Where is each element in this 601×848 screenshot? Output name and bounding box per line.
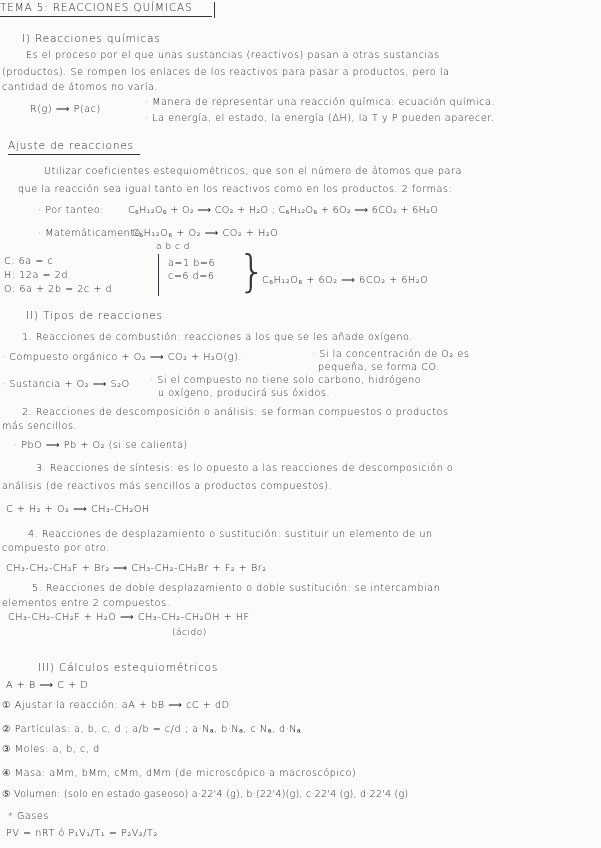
math-label: · Matemáticamente: [38,228,145,239]
step-5: ⑤ Volumen: (solo en estado gaseoso) a·22'4 (g), b·(22'4)(g), c·22'4 (g), d·22'4 (g) [2,789,409,800]
s1-note2: · La energía, el estado, la energía (ΔH), la T y P pueden aparecer. [145,113,495,124]
system-c: C: 6a = c [4,256,54,267]
solution-1: a=1 b=6 [168,258,216,269]
r3b: análisis (de reactivos más sencillos a productos compuestos). [2,481,333,492]
step-2: ② Partículas: a, b, c, d ; a/b = c/d ; a·Nₐ, b·Nₐ, c·Nₐ, d·Nₐ [2,724,302,735]
s1-p1: Es el proceso por el que unas sustancias (reactivos) pasan a otras sustancias [26,50,440,61]
r2-equation: · PbO ⟶ Pb + O₂ (si se calienta) [14,440,188,451]
r3-equation: C + H₂ + O₂ ⟶ CH₃-CH₂OH [6,504,150,515]
r2b: más sencillos. [2,421,78,432]
s2-heading-underline [8,154,140,155]
r1: 1. Reacciones de combustión: reacciones a los que se les añade oxígeno. [22,332,413,343]
system-bar [158,254,159,296]
r4a: 4. Reacciones de desplazamiento o sustitución: sustituir un elemento de un [28,529,433,540]
s3-heading: II) Tipos de reacciones [26,310,163,322]
gases-label: * Gases [8,811,49,822]
math-equation: C₆H₁₂O₆ + O₂ ⟶ CO₂ + H₂O [132,228,279,239]
s4-heading: III) Cálculos estequiométricos [38,662,219,674]
math-coefficients: a b c d [156,242,190,252]
s1-p2: (productos). Se rompen los enlaces de los reactivos para pasar a productos, pero la [2,67,450,78]
r1a-note1: · Si la concentración de O₂ es [312,349,470,360]
final-equation: C₆H₁₂O₆ + 6O₂ ⟶ 6CO₂ + 6H₂O [262,275,429,286]
solution-2: c=6 d=6 [168,271,215,282]
brace-icon: } [238,246,266,297]
header-bar [214,2,215,18]
r4-equation: CH₃-CH₂-CH₂F + Br₂ ⟶ CH₃-CH₂-CH₂Br + F₂ + Br₂ [6,563,267,574]
s1-p3: cantidad de átomos no varía. [2,82,159,93]
step-4: ④ Masa: aMm, bMm, cMm, dMm (de microscópico a macroscópico) [2,768,357,779]
s2-p2: que la reacción sea igual tanto en los reactivos como en los productos. 2 formas: [18,184,453,195]
tanteo-label: · Por tanteo: [38,205,105,216]
header-title: TEMA 5: REACCIONES QUÍMICAS [0,2,193,14]
tanteo-equation: C₆H₁₂O₆ + O₂ ⟶ CO₂ + H₂O ; C₆H₁₂O₆ + 6O₂ ⟶ 6CO₂ + 6H₂O [128,205,439,216]
r1a: · Compuesto orgánico + O₂ ⟶ CO₂ + H₂O(g). [2,352,243,363]
step-1: ① Ajustar la reacción: aA + bB ⟶ cC + dD [2,700,230,711]
r1b: · Sustancia + O₂ ⟶ S₂O [2,379,130,390]
r1a-note2: pequeña, se forma CO. [318,362,440,373]
s4-equation: A + B ⟶ C + D [6,680,89,691]
r5-sub: (ácido) [172,628,207,638]
r5b: elementos entre 2 compuestos. [2,598,171,609]
r1b-note2: u oxígeno, producirá sus óxidos. [158,388,331,399]
r5a: 5. Reacciones de doble desplazamiento o doble sustitución: se intercambian [32,583,441,594]
s2-heading: Ajuste de reacciones [8,140,134,152]
r5-equation: CH₃-CH₂-CH₂F + H₂O ⟶ CH₃-CH₂-CH₂OH + HF [8,612,250,623]
r4b: compuesto por otro. [2,543,110,554]
r3a: 3. Reacciones de síntesis: es lo opuesto a las reacciones de descomposición o [36,463,454,474]
s1-note1: · Manera de representar una reacción química: ecuación química. [145,97,496,108]
system-o: O: 6a + 2b = 2c + d [4,284,113,295]
r1b-note1: · Si el compuesto no tiene solo carbono, hidrógeno [150,375,422,386]
s2-p1: Utilizar coeficientes estequiométricos, que son el número de átomos que para [44,166,462,177]
r2a: 2. Reacciones de descomposición o análisis: se forman compuestos o productos [22,407,449,418]
page-header [0,2,193,14]
step-3: ③ Moles: a, b, c, d [2,744,100,755]
s1-equation: R(g) ⟶ P(ac) [30,104,101,115]
s1-heading: I) Reacciones químicas [22,33,161,45]
header-underline [0,16,212,17]
system-h: H: 12a = 2d [4,270,68,281]
gas-equation: PV = nRT ó P₁V₁/T₁ = P₂V₂/T₂ [6,828,158,839]
